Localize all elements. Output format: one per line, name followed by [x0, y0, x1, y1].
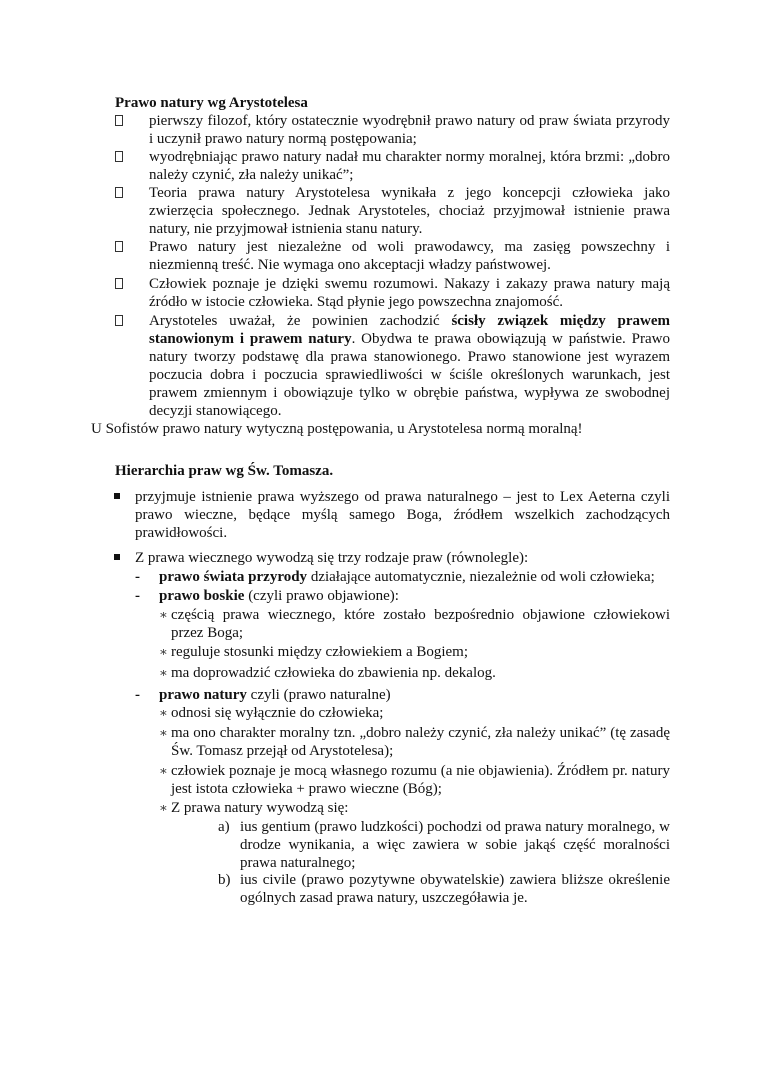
list-item: Prawo natury jest niezależne od woli prawodawcy, ma zasięg powszechny i niezmienną treść. Nie wymaga ono akceptacji władzy państwowej.: [115, 238, 670, 274]
list-letter-marker: a): [218, 819, 230, 835]
list-item: b) ius civile (prawo pozytywne obywatelskie) zawiera bliższe określenie ogólnych zasad prawa natury, uszczegóławia je.: [218, 872, 670, 906]
missing-glyph-bullet-icon: [115, 187, 123, 198]
list-item: wyodrębniając prawo natury nadał mu charakter normy moralnej, która brzmi: „dobro należy czynić, zła należy unikać”;: [115, 148, 670, 184]
missing-glyph-bullet-icon: [115, 115, 123, 126]
list-item: - prawo boskie (czyli prawo objawione):: [135, 588, 399, 604]
asterisk-bullet-icon: ∗: [159, 763, 168, 778]
list-item: a) ius gentium (prawo ludzkości) pochodzi od prawa natury moralnego, w drodze wynikania, a więc zawiera w sobie jakąś część moralności prawa naturalnego;: [218, 819, 670, 871]
dash-bullet-icon: -: [135, 687, 140, 703]
list-item: Arystoteles uważał, że powinien zachodzić ścisły związek między prawem stanowionym i prawem natury. Obydwa te prawa obowiązują w państwie. Prawo natury tworzy podstawę dla prawa stanowionego. Prawo stanowione jest wyrazem poczucia dobra i poczucia sprawiedliwości w ściśle określonych warunkach, jest prawem zmiennym i obowiązuje tylko w obrębie państwa, wypływa ze swobodnej decyzji stanowiącego.: [115, 312, 670, 420]
list-item: - prawo natury czyli (prawo naturalne): [135, 687, 391, 703]
section-heading-thomas: Hierarchia praw wg Św. Tomasza.: [115, 463, 334, 479]
asterisk-bullet-icon: ∗: [159, 644, 168, 659]
list-item: ∗ reguluje stosunki między człowiekiem a Bogiem;: [159, 644, 469, 660]
square-bullet-icon: [114, 554, 120, 560]
missing-glyph-bullet-icon: [115, 151, 123, 162]
asterisk-bullet-icon: ∗: [159, 607, 168, 622]
dash-bullet-icon: -: [135, 588, 140, 604]
list-letter-marker: b): [218, 872, 231, 888]
asterisk-bullet-icon: ∗: [159, 705, 168, 720]
list-item: przyjmuje istnienie prawa wyższego od prawa naturalnego – jest to Lex Aeterna czyli prawo wieczne, będące myślą samego Boga, źródłem wszelkich zachodzących prawidłowości.: [113, 488, 670, 542]
list-item: ∗ człowiek poznaje je mocą własnego rozumu (a nie objawienia). Źródłem pr. natury jest istota człowieka + prawo wieczne (Bóg);: [159, 763, 670, 797]
square-bullet-icon: [114, 493, 120, 499]
closing-statement: U Sofistów prawo natury wytyczną postępowania, u Arystotelesa normą moralną!: [91, 421, 583, 437]
list-item: ∗ odnosi się wyłącznie do człowieka;: [159, 705, 384, 721]
missing-glyph-bullet-icon: [115, 315, 123, 326]
list-item: Teoria prawa natury Arystotelesa wynikała z jego koncepcji człowieka jako zwierzęcia społecznego. Jednak Arystoteles, chociaż przyjmował istnienie prawa natury, nie przyjmował istnienia stanu natury.: [115, 184, 670, 238]
asterisk-bullet-icon: ∗: [159, 800, 168, 815]
section-heading-aristotle: Prawo natury wg Arystotelesa: [115, 95, 308, 111]
list-item: ∗ ma doprowadzić człowieka do zbawienia np. dekalog.: [159, 665, 496, 681]
list-item: Człowiek poznaje je dzięki swemu rozumowi. Nakazy i zakazy prawa natury mają źródło w istocie człowieka. Stąd płynie jego powszechna znajomość.: [115, 275, 670, 311]
list-item: ∗ Z prawa natury wywodzą się:: [159, 800, 349, 816]
list-item: ∗ ma ono charakter moralny tzn. „dobro należy czynić, zła należy unikać” (tę zasadę Św. Tomasz przejął od Arystotelesa);: [159, 725, 670, 759]
list-item: ∗ częścią prawa wiecznego, które zostało bezpośrednio objawione człowiekowi przez Boga;: [159, 607, 670, 641]
list-item: - prawo świata przyrody działające automatycznie, niezależnie od woli człowieka;: [135, 569, 655, 585]
missing-glyph-bullet-icon: [115, 278, 123, 289]
emphasis-text: ścisły związek między prawem stanowionym i prawem natury: [149, 313, 670, 347]
list-item: Z prawa wiecznego wywodzą się trzy rodzaje praw (równolegle):: [113, 549, 670, 567]
dash-bullet-icon: -: [135, 569, 140, 585]
missing-glyph-bullet-icon: [115, 241, 123, 252]
list-item: pierwszy filozof, który ostatecznie wyodrębnił prawo natury od praw świata przyrody i uczynił prawo natury normą postępowania;: [115, 112, 670, 148]
asterisk-bullet-icon: ∗: [159, 725, 168, 740]
asterisk-bullet-icon: ∗: [159, 665, 168, 680]
